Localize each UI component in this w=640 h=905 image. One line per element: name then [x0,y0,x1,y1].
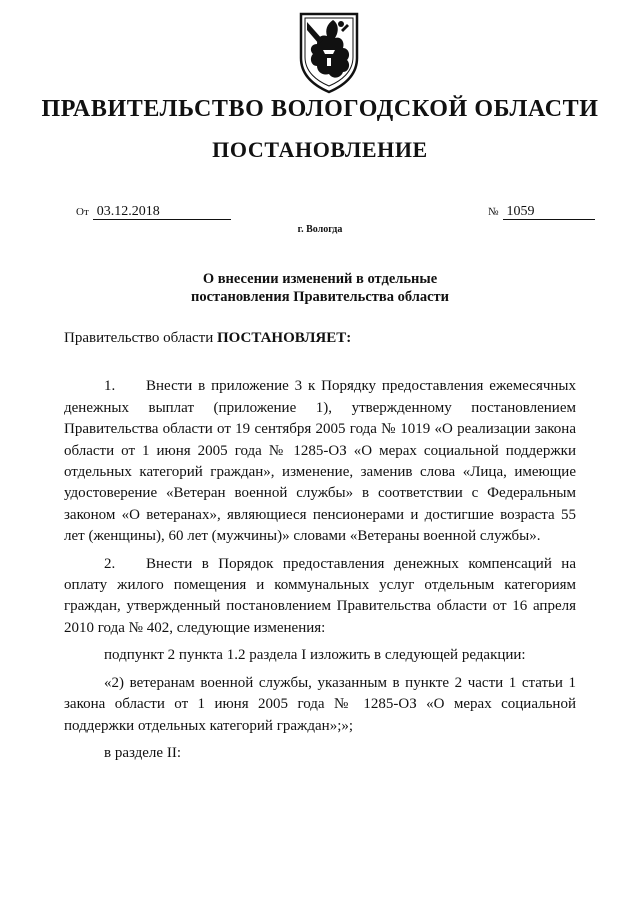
subparagraph-1: подпункт 2 пункта 1.2 раздела I изложить в следующей редакции: [104,647,526,664]
date-value: 03.12.2018 [93,204,231,220]
paragraph-2 [64,554,576,640]
intro-plain: Правительство области [64,330,217,346]
government-title: ПРАВИТЕЛЬСТВО ВОЛОГОДСКОЙ ОБЛАСТИ [41,96,599,122]
document-subject [80,270,560,306]
number-value: 1059 [503,204,595,220]
number-field [488,204,595,220]
paragraph-1-number: 1. [104,378,116,395]
number-prefix: № [488,206,499,218]
vologda-coat-of-arms-icon [297,10,361,94]
subparagraph-2: «2) ветеранам военной службы, указанным в пункте 2 части 1 статьи 1 закона области от 1 июня 2005 года № 1285-ОЗ «О мерах социальной поддержки отдельных категорий граждан»;»; [64,674,576,734]
subject-line-1: О внесении изменений в отдельные [202,271,438,287]
document-type: ПОСТАНОВЛЕНИЕ [212,137,428,162]
date-prefix: От [76,206,89,218]
paragraph-2-text: Внести в Порядок предоставления денежных компенсаций на оплату жилого помещения и коммунальных услуг отдельным категориям граждан, утвержденный постановлением Правительства области от 16 апреля 2010 года № 402, следующие изменения: [64,555,576,636]
paragraph-2-number: 2. [104,555,116,572]
subparagraph-3: в разделе II: [104,744,181,761]
document-body [64,328,576,770]
intro-bold: ПОСТАНОВЛЯЕТ: [216,330,352,346]
city-label: г. Вологда [297,224,343,235]
subject-line-2: постановления Правительства области [190,289,450,305]
paragraph-1 [64,376,576,547]
paragraph-1-text: Внести в приложение 3 к Порядку предоставления ежемесячных денежных выплат (приложение 1), утвержденному постановлением Правительства области от 19 сентября 2005 года № 1019 «О реализации закона области от 1 июня 2005 года № 1285-ОЗ «О мерах социальной поддержки отдельных категорий граждан», изменение, заменив слова «Лица, имеющие удостоверение «Ветеран военной службы» в соответствии с Федеральным законом «О ветеранах», являющиеся пенсионерами и достигшие возраста 55 лет (женщины), 60 лет (мужчины)» словами «Ветераны военной службы». [64,378,576,545]
intro-paragraph [64,328,576,349]
date-field [76,204,231,220]
